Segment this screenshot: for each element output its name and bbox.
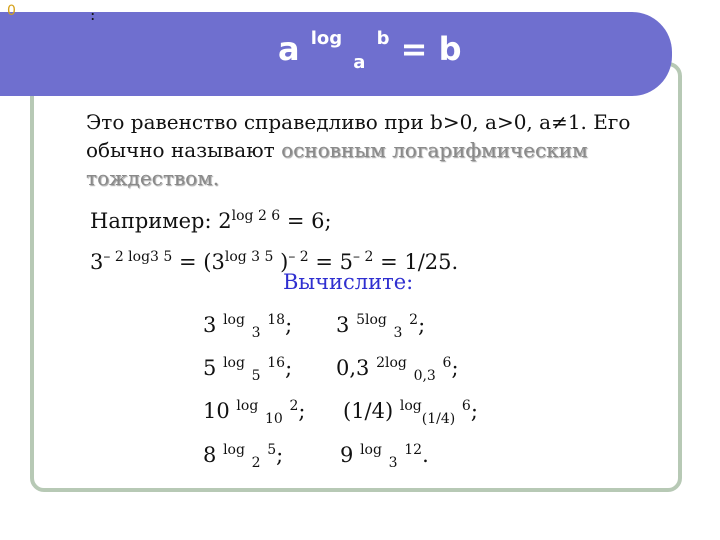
exercise-log: log [223,355,245,371]
exercise-end: ; [470,399,478,423]
exercise-log: 5log [356,312,387,328]
statement-line-2-text: обычно называют [86,138,282,162]
exercise-arg: 2 [289,398,299,414]
example-1 [90,202,332,235]
exercise-3 [203,355,292,384]
example2-mid2: ) [280,250,289,274]
example2-exp: – 2 log3 5 [103,249,173,265]
term-highlight-1: основным логарифмическим [281,138,588,162]
exercise-end: ; [418,313,426,337]
exercise-end: ; [451,356,459,380]
exercise-base: 10 [203,399,230,423]
exercise-base: 9 [340,443,354,467]
exercise-end: ; [276,443,284,467]
exercise-log: log [236,398,259,414]
exercise-base: 3 [203,313,217,337]
exercise-log-base: 2 [251,455,261,472]
exercise-end: . [422,443,429,467]
exercise-5 [203,398,306,427]
exercise-base: 0,3 [336,356,370,380]
exercise-arg: 12 [404,442,423,458]
exercise-2 [336,312,425,341]
exercise-log: log [223,312,245,328]
exercise-6 [343,398,478,427]
exercise-log-base: 3 [251,325,261,342]
example-exp: log 2 6 [231,208,281,224]
exercise-log-base: 10 [264,411,283,428]
exercise-arg: 18 [267,312,286,328]
example2-mid3-exp: – 2 [353,249,374,265]
exercise-base: (1/4) [343,399,394,423]
exercise-4 [336,355,459,384]
identity-log-base: a [353,52,366,73]
exercise-title: Вычислите: [283,270,414,294]
term-highlight-2: тождеством. [86,166,220,190]
exercise-log-base: 0,3 [413,368,436,385]
exercise-log-base: 3 [393,325,403,342]
title-colon: : [90,5,96,24]
exercise-arg: 5 [267,442,277,458]
example-result: = 6; [286,209,332,233]
example2-mid1: = (3 [179,250,225,274]
exercise-log-base: (1/4) [421,411,456,428]
exercise-base: 3 [336,313,350,337]
example2-mid-exp: log 3 5 [224,249,274,265]
exercise-end: ; [298,399,306,423]
example2-end: = 1/25. [380,250,459,274]
identity-base: a [278,30,300,68]
exercise-log: log [223,442,245,458]
example2-mid3: = 5 [315,250,354,274]
exercise-log-base: 3 [388,455,398,472]
exercise-arg: 16 [267,355,286,371]
statement-line-1: Это равенство справедливо при b>0, a>0, a≠1. Его [86,110,631,134]
identity-arg: b [376,28,390,49]
exercise-end: ; [285,313,293,337]
exercise-arg: 6 [461,398,471,414]
exercise-log-base: 5 [251,368,261,385]
example-base: 2 [218,209,232,233]
example2-mid2-exp: – 2 [288,249,309,265]
exercise-base: 5 [203,356,217,380]
identity-log-word: log [310,28,343,49]
exercise-1 [203,312,292,341]
exercise-base: 8 [203,443,217,467]
exercise-end: ; [285,356,293,380]
exercise-arg: 2 [409,312,419,328]
corner-mark: 0 [7,3,16,19]
exercise-log: log [360,442,382,458]
exercise-7 [203,442,283,471]
statement-line-3 [86,164,219,192]
exercise-8 [340,442,429,471]
exercise-arg: 6 [442,355,452,371]
example-label: Например: [90,209,212,233]
statement-line-2 [86,136,588,164]
exercise-log: log [399,398,422,414]
example2-base: 3 [90,250,104,274]
identity-rhs: = b [400,30,462,68]
exercise-log: 2log [376,355,407,371]
identity-formula [278,28,462,73]
